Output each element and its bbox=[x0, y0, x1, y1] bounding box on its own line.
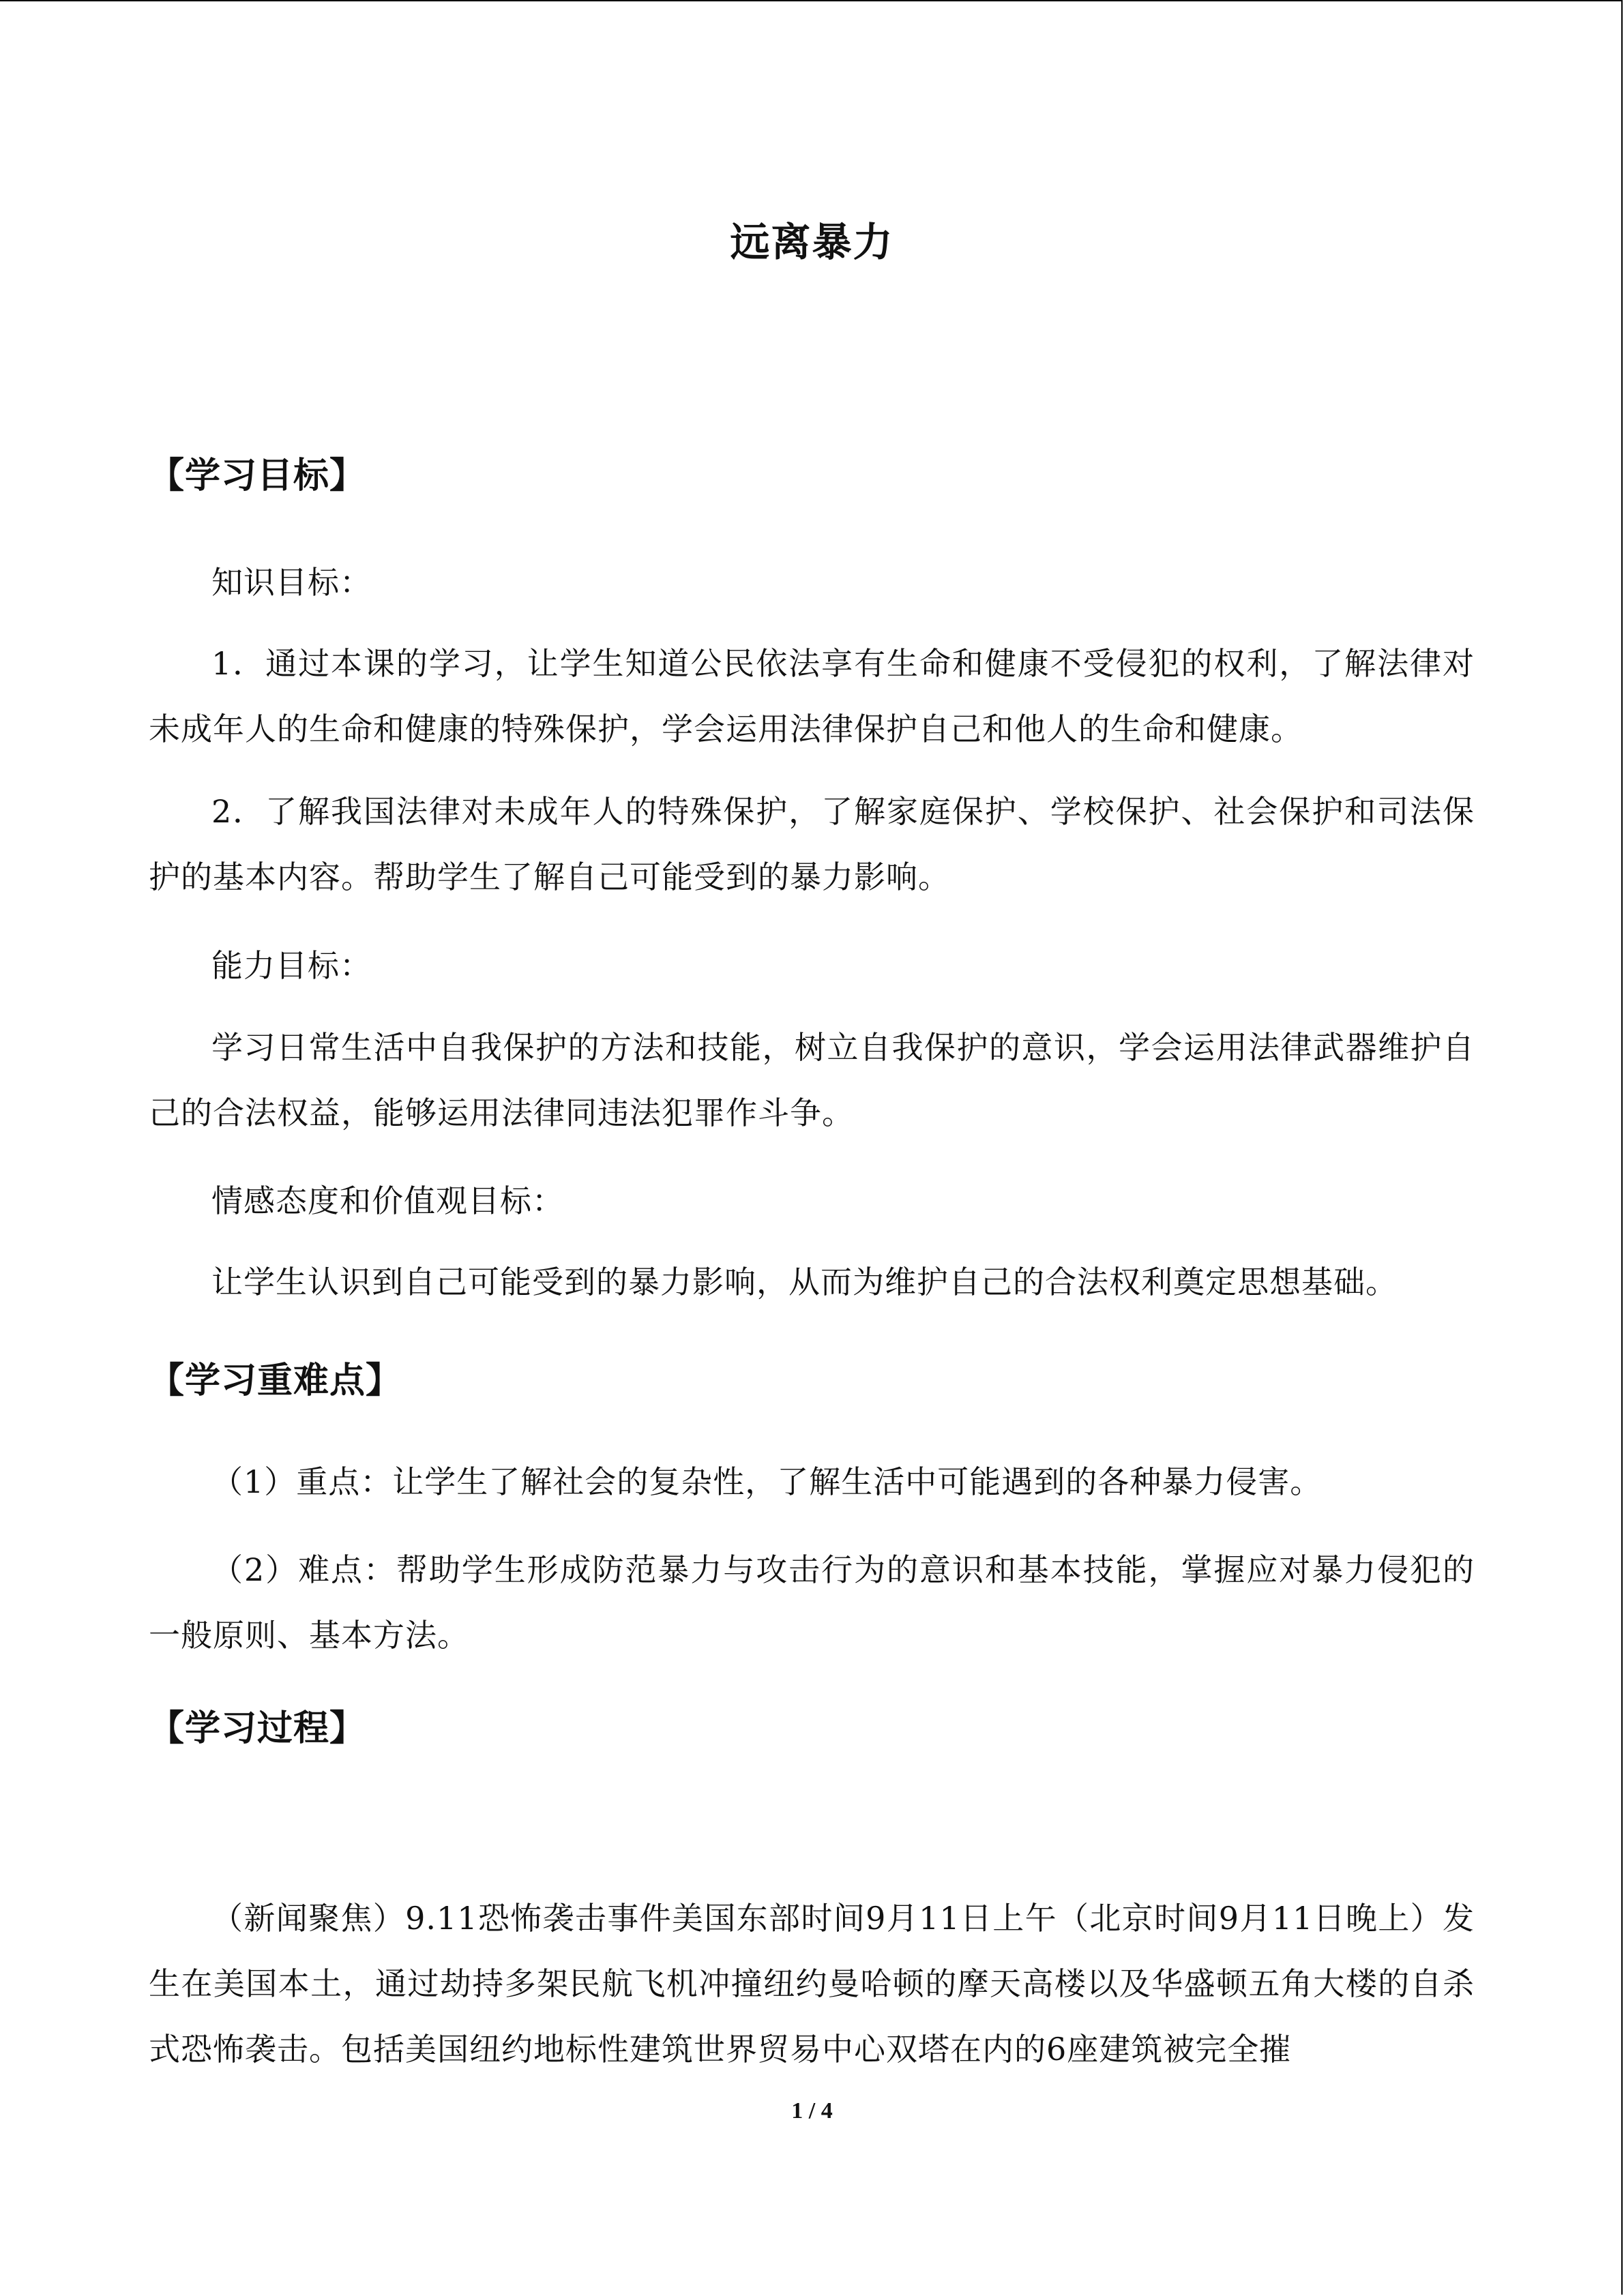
document-title: 远离暴力 bbox=[730, 219, 894, 265]
news-focus-paragraph: （新闻聚焦）9.11恐怖袭击事件美国东部时间9月11日上午（北京时间9月11日晚上）发生在美国本土，通过劫持多架民航飞机冲撞纽约曼哈顿的摩天高楼以及华盛顿五角大楼的自杀式恐怖袭击。包括美国纽约地标性建筑世界贸易中心双塔在内的6座建筑被完全摧 bbox=[149, 1900, 1475, 2068]
knowledge-objective-label: 知识目标： bbox=[211, 564, 372, 601]
ability-objective-label: 能力目标： bbox=[211, 947, 372, 984]
ability-objective-text: 学习日常生活中自我保护的方法和技能，树立自我保护的意识，学会运用法律武器维护自己的合法权益，能够运用法律同违法犯罪作斗争。 bbox=[149, 1029, 1475, 1131]
section-heading-objectives: 【学习目标】 bbox=[149, 455, 366, 496]
section-heading-process: 【学习过程】 bbox=[149, 1708, 366, 1749]
section-heading-key-points: 【学习重难点】 bbox=[149, 1360, 402, 1401]
knowledge-objective-1: 1．通过本课的学习，让学生知道公民依法享有生命和健康不受侵犯的权利，了解法律对未成年人的生命和健康的特殊保护，学会运用法律保护自己和他人的生命和健康。 bbox=[149, 645, 1475, 747]
key-point-1: （1）重点：让学生了解社会的复杂性，了解生活中可能遇到的各种暴力侵害。 bbox=[211, 1463, 1323, 1500]
emotion-objective-label: 情感态度和价值观目标： bbox=[211, 1182, 564, 1219]
knowledge-objective-2: 2．了解我国法律对未成年人的特殊保护，了解家庭保护、学校保护、社会保护和司法保护的基本内容。帮助学生了解自己可能受到的暴力影响。 bbox=[149, 793, 1475, 895]
emotion-objective-text: 让学生认识到自己可能受到的暴力影响，从而为维护自己的合法权利奠定思想基础。 bbox=[211, 1264, 1398, 1300]
page-number: 1 / 4 bbox=[791, 2098, 833, 2123]
key-point-2: （2）难点：帮助学生形成防范暴力与攻击行为的意识和基本技能，掌握应对暴力侵犯的一般原则、基本方法。 bbox=[149, 1551, 1475, 1654]
